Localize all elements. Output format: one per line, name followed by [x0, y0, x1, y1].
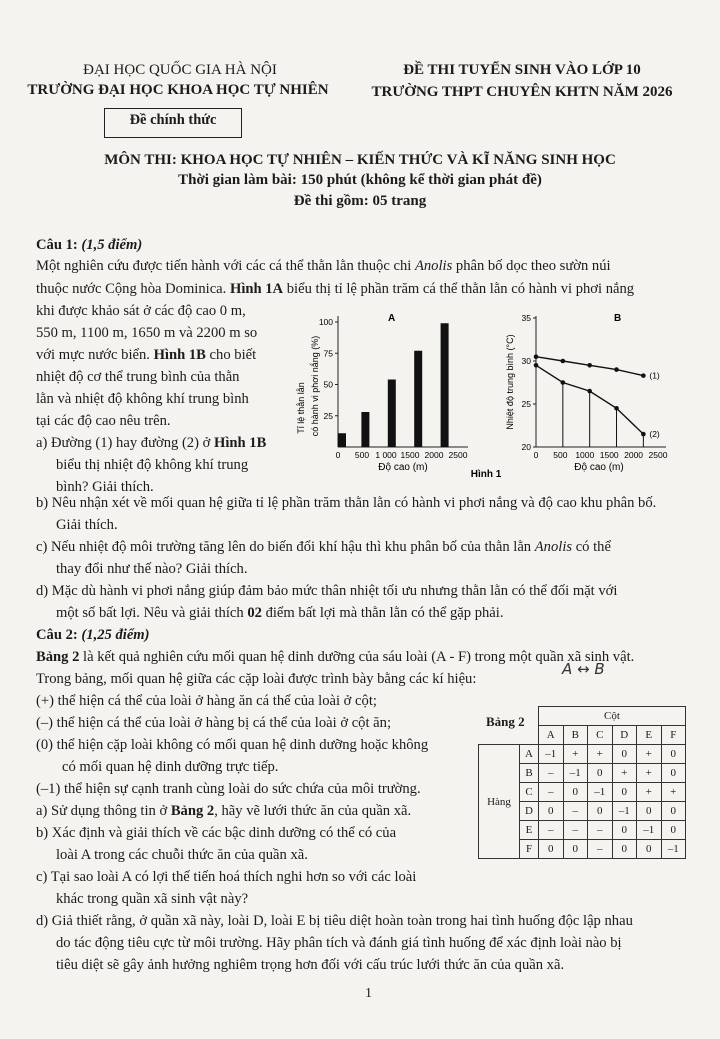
chart-1a-xtick-label: 2000 — [424, 450, 444, 460]
chart-1b-xlabel: Độ cao (m) — [574, 462, 624, 473]
chart-1a-xtick-label: 500 — [354, 450, 370, 460]
table-2-row-name: B — [520, 764, 539, 783]
q2d-line1: d) Giả thiết rằng, ở quần xã này, loài D, loài E bị tiêu diệt hoàn toàn trong hai tình huống độc lập nhau — [36, 913, 633, 929]
chart-1a-tag: A — [388, 313, 396, 324]
chart-1b — [505, 313, 668, 473]
table-2-cell: + — [612, 764, 637, 783]
table-2-cell: –1 — [539, 745, 564, 764]
chart-1b-xtick-label: 2500 — [648, 450, 668, 460]
chart-1a-ylabel-1: Tỉ lệ thằn lằn — [296, 382, 306, 434]
q2b-line1: b) Xác định và giải thích về các bậc dinh dưỡng có thể có của — [36, 825, 397, 841]
q1b-line1: b) Nêu nhận xét về mối quan hệ giữa tỉ lệ phần trăm thằn lằn có hành vi phơi nắng và độ cao khu phân bố. — [36, 495, 657, 511]
table-2-row-name: E — [520, 821, 539, 840]
table-2-cell: 0 — [588, 802, 613, 821]
figure-1 — [296, 306, 696, 482]
table-2-cell: 0 — [539, 802, 564, 821]
table-2-col-D: D — [612, 726, 637, 745]
q2d-line2: do tác động tiêu cực từ môi trường. Hãy phân tích và đánh giá tình huống để xác định loài nào bị — [56, 935, 622, 951]
official-exam-box: Đề chính thức — [104, 108, 242, 138]
chart-1b-point-1 — [561, 359, 566, 364]
table-2-cell: 0 — [637, 802, 662, 821]
chart-1a-ytick-label: 75 — [323, 348, 333, 359]
chart-1b-series-label-1: (1) — [649, 370, 660, 381]
q2-heading: Câu 2: (1,25 điểm) — [36, 627, 150, 643]
table-2-cell: 0 — [612, 745, 637, 764]
q1-side-line2: 550 m, 1100 m, 1650 m và 2200 m so — [36, 325, 258, 341]
q2-symbol-plus: (+) thể hiện cá thể của loài ở hàng ăn cá thể của loài ở cột; — [36, 693, 377, 709]
table-2-cell: – — [588, 821, 613, 840]
q1d-line2: một số bất lợi. Nêu và giải thích 02 điểm bất lợi mà thằn lằn có thể gặp phải. — [56, 605, 504, 621]
time-line: Thời gian làm bài: 150 phút (không kể thời gian phát đề) — [178, 172, 542, 188]
q1-side-line3: với mực nước biển. Hình 1B cho biết — [36, 347, 257, 363]
q2d-line3: tiêu diệt sẽ gây ảnh hưởng nghiêm trọng hơn đối với cấu trúc lưới thức ăn của quần xã. — [56, 957, 565, 973]
chart-1b-ytick-label: 20 — [521, 442, 531, 452]
q2-intro-line2: Trong bảng, mối quan hệ giữa các cặp loài được trình bày bằng các kí hiệu: — [36, 671, 477, 687]
chart-1b-ytick-label: 25 — [521, 399, 531, 409]
chart-1b-xtick-label: 1000 — [575, 450, 595, 460]
chart-1b-ylabel: Nhiệt độ trung bình (°C) — [505, 334, 515, 430]
figure-1-caption: Hình 1 — [470, 469, 502, 480]
chart-1a-bar — [361, 412, 369, 447]
chart-1b-point-1 — [641, 373, 646, 378]
q1-heading: Câu 1: (1,5 điểm) — [36, 237, 143, 253]
table-2-row — [479, 745, 686, 764]
q1-side-line6: tại các độ cao nêu trên. — [36, 413, 171, 429]
table-2-cell: –1 — [612, 802, 637, 821]
table-2-row-header: Hàng — [479, 745, 520, 859]
q1-intro-line2: thuộc nước Cộng hòa Dominica. Hình 1A biểu thị tỉ lệ phần trăm cá thể thằn lằn có hành vi phơi nắng — [36, 281, 635, 297]
exam-title: ĐỀ THI TUYỂN SINH VÀO LỚP 10 — [403, 62, 641, 78]
chart-1b-ytick-label: 35 — [521, 313, 531, 323]
table-2-cell: – — [563, 821, 588, 840]
q2-symbol-zero-line1: (0) thể hiện cặp loài không có mối quan hệ dinh dưỡng hoặc không — [36, 737, 429, 753]
table-2-col-A: A — [539, 726, 564, 745]
q2-intro-line1: Bảng 2 là kết quả nghiên cứu mối quan hệ dinh dưỡng của sáu loài (A - F) trong một quần xã sinh vật. — [36, 649, 635, 665]
q1-side-line1: khi được khảo sát ở các độ cao 0 m, — [36, 303, 246, 319]
table-2-cell: + — [637, 764, 662, 783]
chart-1b-xtick-label: 0 — [533, 450, 539, 460]
chart-1b-xtick-label: 2000 — [624, 450, 644, 460]
chart-1a-xtick-label: 1500 — [400, 450, 420, 460]
table-2-cell: –1 — [563, 764, 588, 783]
table-2-cell: 0 — [661, 821, 686, 840]
table-2-cell: + — [637, 745, 662, 764]
table-2-cell: –1 — [661, 840, 686, 859]
university-name: ĐẠI HỌC QUỐC GIA HÀ NỘI — [83, 62, 277, 78]
chart-1b-point-1 — [534, 354, 539, 359]
q1a-line2: biểu thị nhiệt độ không khí trung — [56, 457, 249, 473]
table-2-cell: 0 — [563, 783, 588, 802]
q2c-line1: c) Tại sao loài A có lợi thế tiến hoá thích nghi hơn so với các loài — [36, 869, 417, 885]
q2a-line: a) Sử dụng thông tin ở Bảng 2, hãy vẽ lưới thức ăn của quần xã. — [36, 803, 412, 819]
chart-1a-bar — [441, 323, 449, 447]
table-2-cell: – — [588, 840, 613, 859]
q2b-line2: loài A trong các chuỗi thức ăn của quần xã. — [56, 847, 308, 863]
table-2-cell: – — [539, 821, 564, 840]
table-2-row-name: D — [520, 802, 539, 821]
chart-1a-bar — [338, 433, 346, 447]
q1-side-line4: nhiệt độ cơ thể trung bình của thằn — [36, 369, 240, 385]
chart-1b-point-1 — [614, 367, 619, 372]
table-2-label: Bảng 2 — [486, 714, 525, 729]
table-2-cell: – — [539, 783, 564, 802]
table-2-row-name: F — [520, 840, 539, 859]
table-2-cell: 0 — [612, 840, 637, 859]
table-2-col-C: C — [588, 726, 613, 745]
chart-1a-ylabel-2: có hành vi phơi nắng (%) — [310, 335, 320, 437]
chart-1a-xlabel: Độ cao (m) — [378, 462, 428, 473]
table-2-cell: 0 — [661, 802, 686, 821]
school-name: TRƯỜNG ĐẠI HỌC KHOA HỌC TỰ NHIÊN — [27, 82, 329, 98]
table-2-col-header: Cột — [539, 707, 686, 726]
page-count-line: Đề thi gồm: 05 trang — [293, 193, 427, 209]
table-2-cell: + — [588, 745, 613, 764]
q2-symbol-minus-one: (–1) thể hiện sự cạnh tranh cùng loài do sức chứa của môi trường. — [36, 781, 421, 797]
chart-1b-xtick-label: 500 — [553, 450, 568, 460]
table-2-cell: – — [539, 764, 564, 783]
chart-1a-bar — [414, 351, 422, 447]
table-2-cell: 0 — [661, 764, 686, 783]
q1d-line1: d) Mặc dù hành vi phơi nắng giúp đảm bảo mức thân nhiệt tối ưu nhưng thằn lằn có thể đối mặt với — [36, 583, 618, 599]
chart-1a-xtick-label: 2500 — [448, 450, 468, 460]
q1b-line2: Giải thích. — [56, 517, 118, 533]
table-2-cell: + — [563, 745, 588, 764]
q2c-line2: khác trong quần xã sinh vật này? — [56, 891, 249, 907]
handwritten-note: A ↔ B — [562, 660, 605, 678]
table-2-cell: 0 — [612, 821, 637, 840]
chart-1a-ytick-label: 100 — [318, 317, 333, 327]
table-2 — [478, 706, 686, 859]
q2-symbol-zero-line2: có mối quan hệ dinh dưỡng trực tiếp. — [62, 759, 279, 775]
table-2-cell: 0 — [588, 764, 613, 783]
table-2-cell: 0 — [661, 745, 686, 764]
table-2-row-name: A — [520, 745, 539, 764]
q1c-line2: thay đổi như thế nào? Giải thích. — [56, 561, 248, 577]
page-number: 1 — [365, 986, 372, 1001]
q1a-line3: bình? Giải thích. — [56, 479, 154, 495]
q1c-line1: c) Nếu nhiệt độ môi trường tăng lên do biến đổi khí hậu thì khu phân bố của thằn lằn Anolis có thể — [36, 539, 611, 555]
chart-1a-ytick-label: 25 — [323, 410, 333, 421]
chart-1a-ytick-label: 50 — [323, 379, 333, 390]
chart-1a — [296, 313, 468, 473]
chart-1b-point-1 — [587, 363, 592, 368]
table-2-cell: + — [637, 783, 662, 802]
table-2-cell: 0 — [563, 840, 588, 859]
table-2-col-E: E — [637, 726, 662, 745]
table-2-cell: 0 — [539, 840, 564, 859]
table-2-cell: 0 — [612, 783, 637, 802]
q1-side-line5: lằn và nhiệt độ không khí trung bình — [36, 391, 249, 407]
table-2-cell: + — [661, 783, 686, 802]
chart-1b-series-label-2: (2) — [649, 429, 660, 440]
table-2-col-B: B — [563, 726, 588, 745]
chart-1a-xtick-label: 0 — [335, 450, 341, 460]
chart-1b-point-2 — [534, 363, 539, 368]
table-2-cell: –1 — [637, 821, 662, 840]
exam-school: TRƯỜNG THPT CHUYÊN KHTN NĂM 2026 — [371, 84, 673, 100]
table-2-body — [479, 745, 686, 859]
subject-line: MÔN THI: KHOA HỌC TỰ NHIÊN – KIẾN THỨC VÀ KĨ NĂNG SINH HỌC — [104, 152, 616, 168]
table-2-cell: – — [563, 802, 588, 821]
q1a-line1: a) Đường (1) hay đường (2) ở Hình 1B — [36, 435, 267, 451]
chart-1b-tag: B — [614, 313, 622, 324]
q1-intro-line1: Một nghiên cứu được tiến hành với các cá thể thằn lằn thuộc chi Anolis phân bố dọc theo sườn núi — [36, 258, 611, 274]
table-2-col-F: F — [661, 726, 686, 745]
chart-1b-xtick-label: 1500 — [599, 450, 619, 460]
q2-symbol-minus: (–) thể hiện cá thể của loài ở hàng bị cá thể của loài ở cột ăn; — [36, 715, 391, 731]
table-2-row-name: C — [520, 783, 539, 802]
chart-1a-bar — [388, 380, 396, 448]
table-2-cell: –1 — [588, 783, 613, 802]
chart-1a-xtick-label: 1 000 — [375, 450, 397, 460]
table-2-cell: 0 — [637, 840, 662, 859]
chart-1b-ytick-label: 30 — [521, 356, 531, 366]
